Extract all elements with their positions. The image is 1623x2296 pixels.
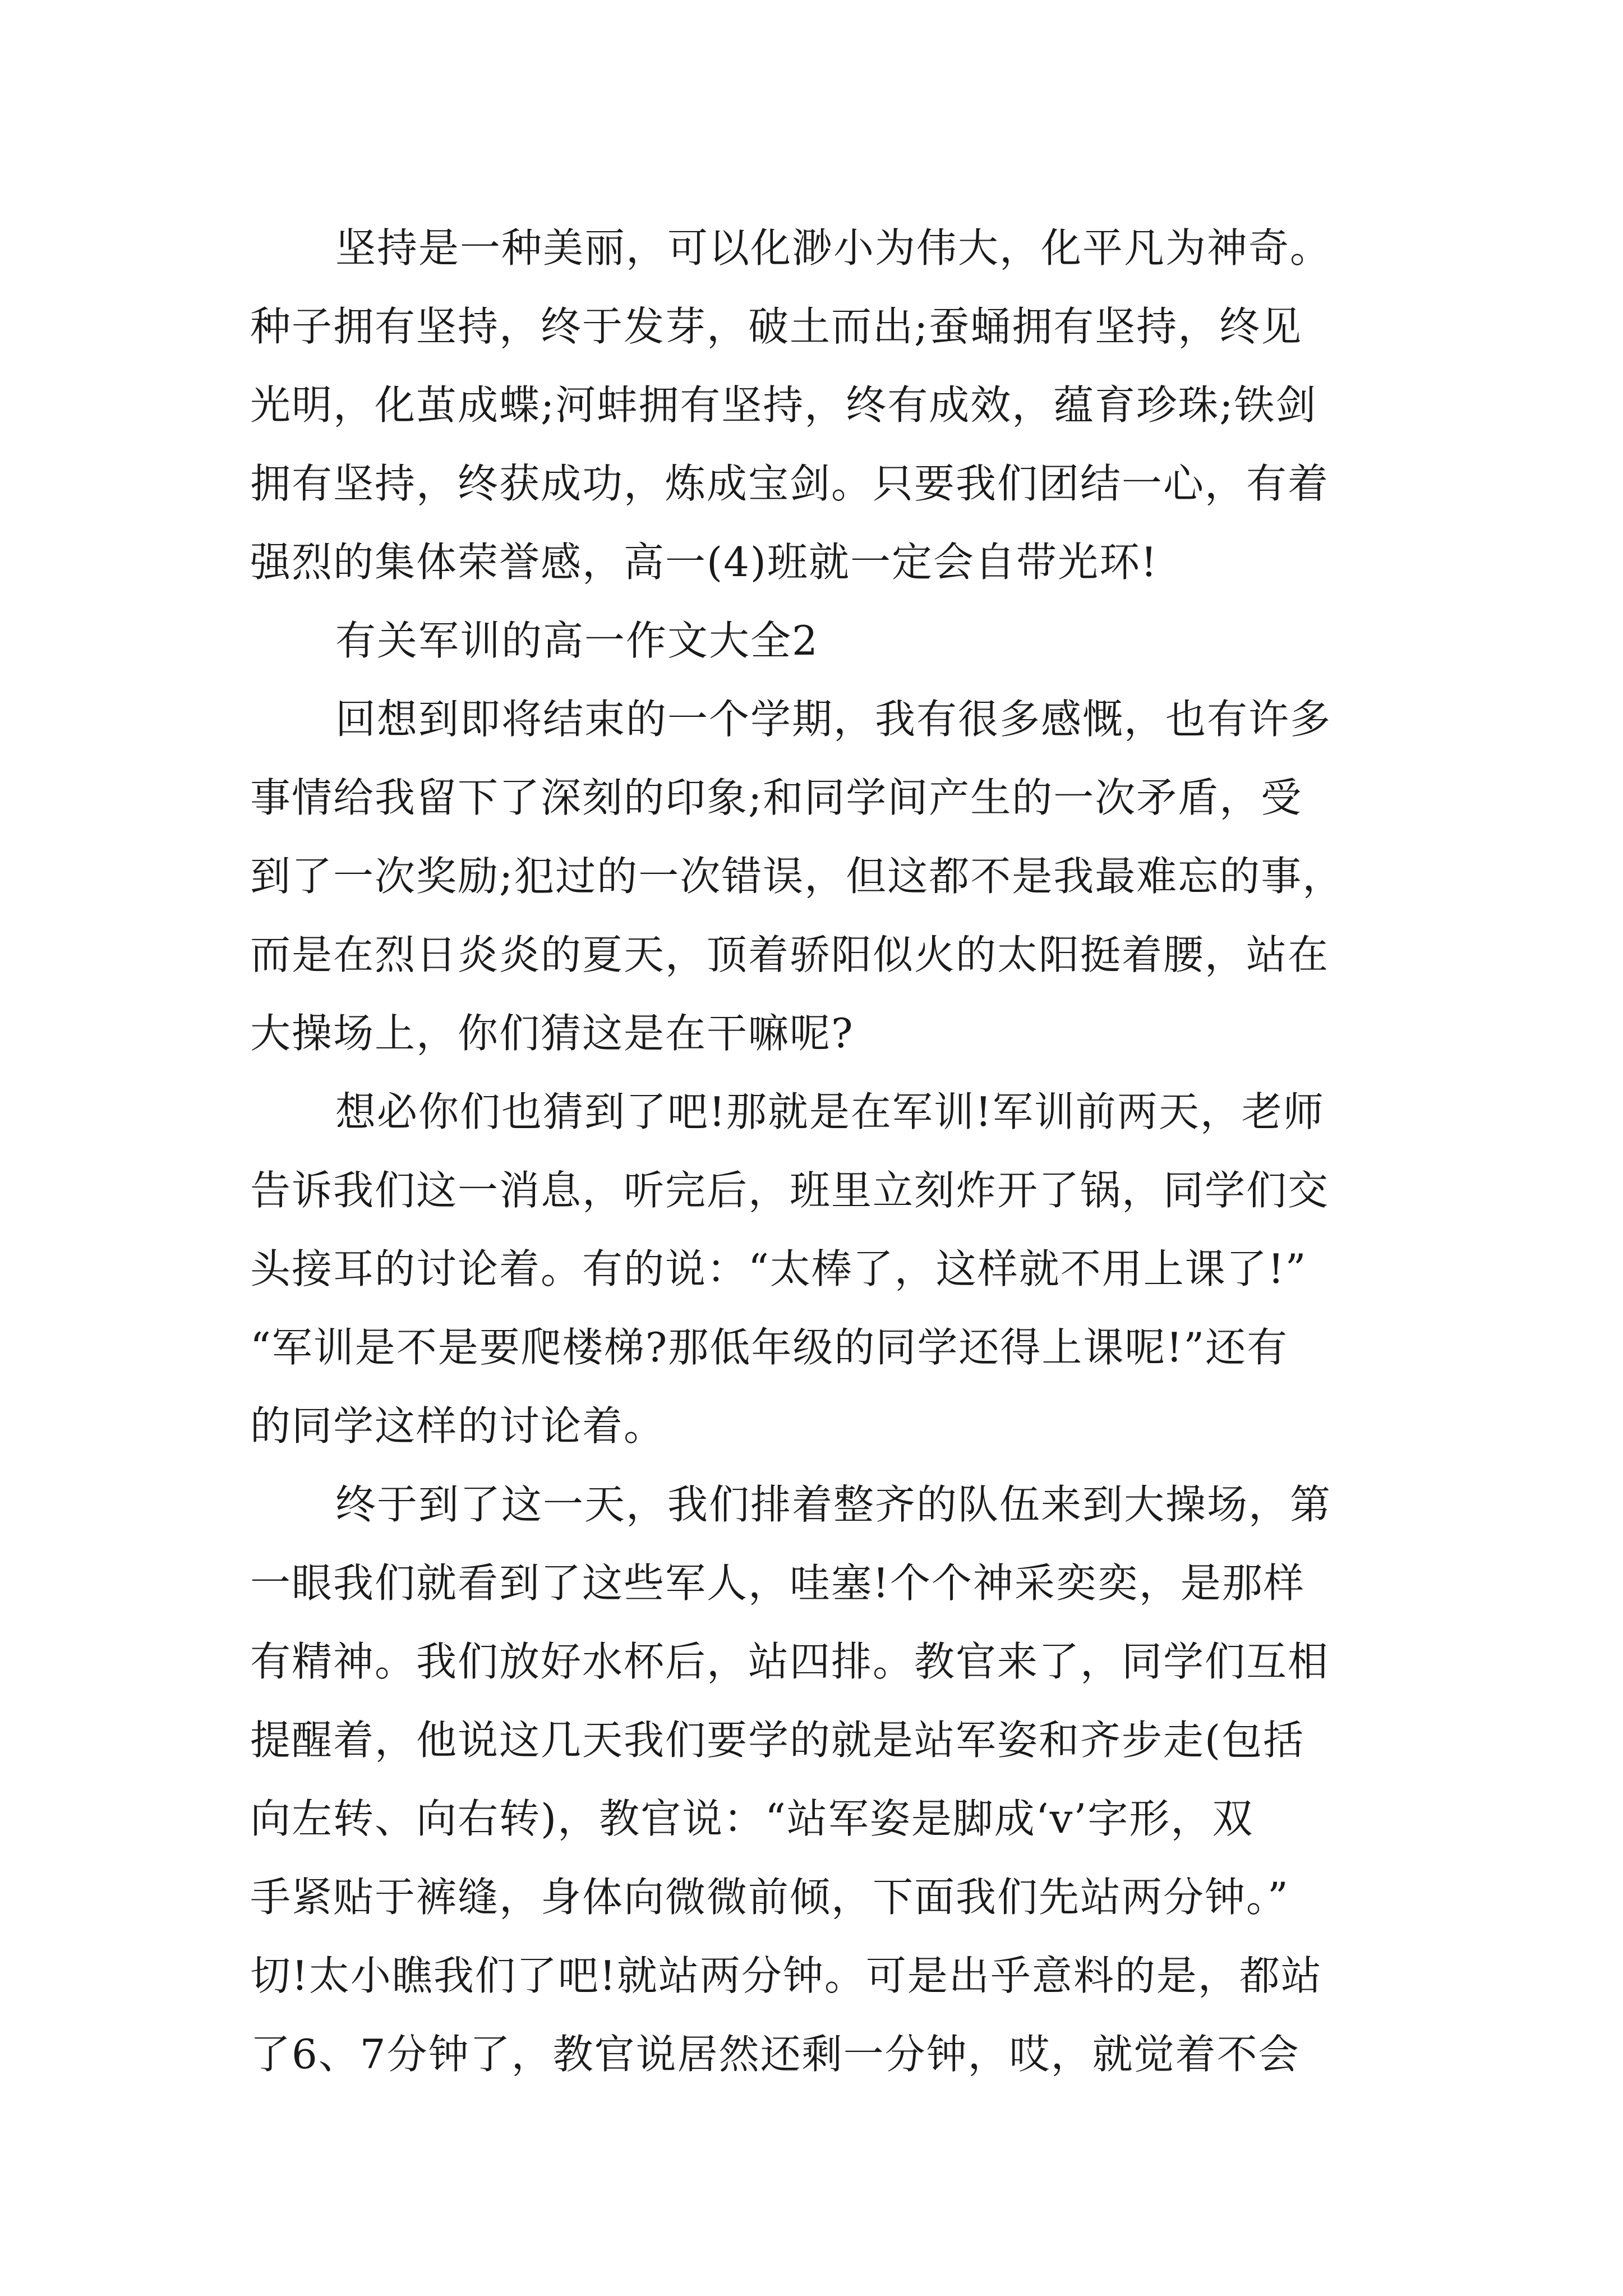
- text-line: 大操场上，你们猜这是在干嘛呢?: [250, 1010, 854, 1057]
- text-line: 到了一次奖励;犯过的一次错误，但这都不是我最难忘的事，: [250, 853, 1344, 900]
- text-line: 头接耳的讨论着。有的说：“太棒了，这样就不用上课了!”: [250, 1245, 1307, 1292]
- text-line: “军训是不是要爬楼梯?那低年级的同学还得上课呢!”还有: [250, 1324, 1289, 1371]
- text-line: 有精神。我们放好水杯后，站四排。教官来了，同学们互相: [250, 1638, 1330, 1685]
- text-line: 而是在烈日炎炎的夏天，顶着骄阳似火的太阳挺着腰，站在: [250, 931, 1330, 978]
- text-line: 切!太小瞧我们了吧!就站两分钟。可是出乎意料的是，都站: [250, 1952, 1322, 1999]
- text-line: 光明，化茧成蝶;河蚌拥有坚持，终有成效，蕴育珍珠;铁剑: [250, 381, 1317, 429]
- text-line: 种子拥有坚持，终于发芽，破土而出;蚕蛹拥有坚持，终见: [250, 303, 1303, 350]
- text-line: 想必你们也猜到了吧!那就是在军训!军训前两天，老师: [335, 1088, 1325, 1135]
- text-line: 回想到即将结束的一个学期，我有很多感慨，也有许多: [335, 696, 1332, 743]
- text-line: 终于到了这一天，我们排着整齐的队伍来到大操场，第: [335, 1481, 1332, 1528]
- section-heading: 有关军训的高一作文大全2: [335, 617, 819, 664]
- text-line: 向左转、向右转)，教官说：“站军姿是脚成‘v’字形，双: [250, 1795, 1254, 1842]
- text-line: 手紧贴于裤缝，身体向微微前倾，下面我们先站两分钟。”: [250, 1874, 1289, 1921]
- text-line: 事情给我留下了深刻的印象;和同学间产生的一次矛盾，受: [250, 774, 1303, 821]
- text-line: 一眼我们就看到了这些军人，哇塞!个个神采奕奕，是那样: [250, 1559, 1305, 1607]
- text-line: 坚持是一种美丽，可以化渺小为伟大，化平凡为神奇。: [335, 224, 1332, 272]
- text-line: 拥有坚持，终获成功，炼成宝剑。只要我们团结一心，有着: [250, 460, 1330, 507]
- text-line: 了6、7分钟了，教官说居然还剩一分钟，哎，就觉着不会: [250, 2031, 1300, 2078]
- text-line: 提醒着，他说这几天我们要学的就是站军姿和齐步走(包括: [250, 1717, 1305, 1764]
- text-line: 告诉我们这一消息，听完后，班里立刻炸开了锅，同学们交: [250, 1167, 1330, 1214]
- text-line: 的同学这样的讨论着。: [250, 1402, 666, 1450]
- text-line: 强烈的集体荣誉感，高一(4)班就一定会自带光环!: [250, 539, 1158, 586]
